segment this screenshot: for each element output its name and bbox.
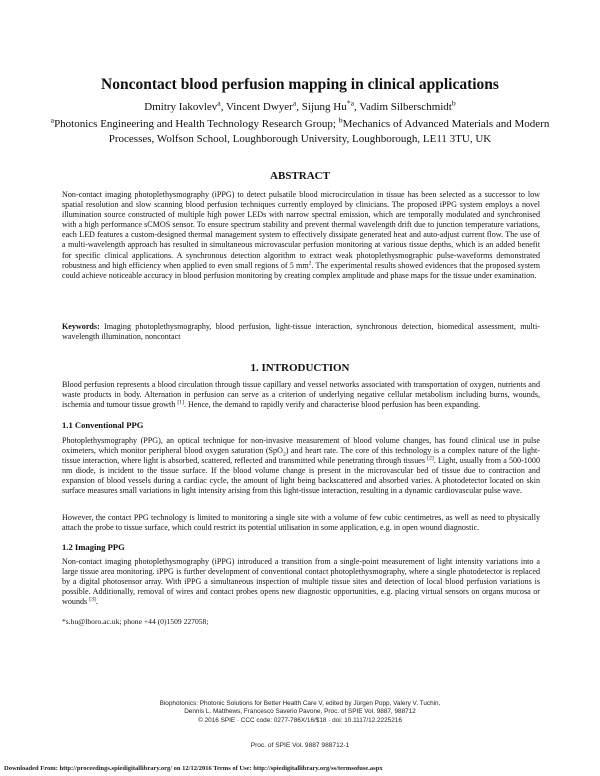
- abstract-text-end: . The experimental results showed evidences that the proposed system could achieve noticeable accuracy in blood perfusion monitoring by creating complex amplitude and phase maps for the tissue under examination.: [62, 260, 541, 280]
- author-text: , Vadim Silberschmidt: [353, 101, 452, 113]
- abstract-heading: ABSTRACT: [270, 170, 330, 182]
- intro-text: Blood perfusion represents a blood circulation through tissue capillary and vessel networks associated with transportation of oxygen, nutrients and waste products in body. Alternation in perfusion can serve as a criterion of underlying negative cellular metabolism including burns, wounds, ischemia and tumour tissue growth: [62, 380, 540, 410]
- keywords: [62, 322, 540, 342]
- ppg-paragraph-1: [62, 436, 540, 497]
- author-sup: a: [217, 98, 221, 108]
- ppg-text: ) and heart rate. The core of this technology is a complex nature of the light-tissue interaction, where light is absorbed, scattered, reflected and transmitted while penetrating through tissues: [62, 446, 540, 466]
- footnote: *s.hu@lboro.ac.uk; phone +44 (0)1509 227058;: [62, 617, 209, 626]
- section-heading-introduction: 1. INTRODUCTION: [250, 362, 350, 374]
- ppg-text: . Light, usually from a 500-1000 nm diode, is incident to the tissue surface. If the blood volume change is present in the microvascular bed of tissue due to contraction and expansion of blood vessels during a cardiac cycle, the amount of light being backscattered and absorbed varies. A photodetector located on skin surface measures small variations in light intensity arising from this light-tissue interaction, resulting in a dynamic cardiovascular pulse wave.: [62, 456, 540, 496]
- credit-line: Dennis L. Matthews, Francesco Saverio Pavone, Proc. of SPIE Vol. 9887, 988712: [184, 708, 416, 716]
- download-notice: Downloaded From: http://proceedings.spiedigitallibrary.org/ on 12/12/2016 Terms of Use: http://spiedigitallibrary.org/ss/termsofuse.aspx: [4, 765, 383, 772]
- ppg-text: Photoplethysmography (PPG), an optical technique for non-invasive measurement of blood volume changes, has found clinical use in pulse oximeters, which monitor peripheral blood oxygen saturation (SpO: [62, 436, 540, 456]
- author-sup: a: [292, 98, 297, 108]
- citation: [1]: [177, 399, 184, 406]
- intro-text-end: . Hence, the demand to rapidly verify and characterise blood perfusion has been expanding.: [183, 400, 481, 410]
- citation: [3]: [89, 596, 96, 603]
- ippg-paragraph: [62, 557, 540, 607]
- subsection-heading-conventional-ppg: 1.1 Conventional PPG: [62, 420, 144, 430]
- author-sup: *a: [346, 98, 354, 108]
- subsection-heading-imaging-ppg: 1.2 Imaging PPG: [62, 542, 125, 552]
- intro-paragraph: [62, 380, 540, 410]
- abstract-sup: 2: [308, 259, 312, 266]
- ppg-sub: 2: [282, 451, 286, 458]
- keywords-label: Keywords:: [62, 322, 100, 331]
- credit-line: © 2016 SPIE · CCC code: 0277-786X/16/$18 · doi: 10.1117/12.2225216: [198, 716, 402, 724]
- paper-title: Noncontact blood perfusion mapping in clinical applications: [101, 76, 499, 93]
- author-sup: b: [451, 98, 456, 108]
- ippg-text: Non-contact imaging photoplethysmography (iPPG) introduced a transition from a single-point measurement of light intensity variations into a large tissue area monitoring. iPPG is further development of conventional contact photoplethysmography, where a single photodetector is replaced by a digital photosensor array. With iPPG a simultaneous inspection of multiple tissue sites and detection of local blood perfusion variations is possible. Additionally, removal of wires and contact probes opens new diagnostic opportunities, e.g. placing virtual sensors on organs mucosa or wounds: [62, 557, 540, 607]
- page-number: Proc. of SPIE Vol. 9887 988712-1: [250, 742, 350, 749]
- author-text: , Sijung Hu: [296, 101, 347, 113]
- keywords-text: Imaging photoplethysmography, blood perfusion, light-tissue interaction, synchronous detection, biomedical assessment, multi-wavelength illumination, noncontact: [62, 322, 540, 342]
- citation: [2]: [427, 455, 434, 462]
- affiliations: [40, 117, 560, 147]
- publication-credit: [0, 700, 600, 725]
- author-text: Dmitry Iakovlev: [144, 101, 218, 113]
- abstract-body: [62, 190, 540, 281]
- ppg-paragraph-2: However, the contact PPG technology is limited to monitoring a single site with a volume of few cubic centimetres, as well as need to physically attach the probe to tissue surface, which could restrict its potential utilisation in some application, e.g. in open wound diagnostic.: [62, 513, 540, 533]
- author-text: , Vincent Dwyer: [220, 101, 293, 113]
- ippg-text-end: .: [95, 597, 98, 607]
- affil-sup: b: [338, 115, 343, 125]
- affil-a: Photonics Engineering and Health Technology Research Group;: [54, 118, 339, 130]
- author-list: [0, 98, 600, 113]
- abstract-text: Non-contact imaging photoplethysmography (iPPG) to detect pulsatile blood microcirculation in tissue has been selected as a successor to low spatial resolution and slow scanning blood perfusion techniques currently employed by clinicians. The proposed iPPG system employs a novel illumination source constructed of multiple high power LEDs with narrow spectral emission, which are temporally modulated and synchronised with a high performance sCMOS sensor. To ensure spectrum stability and prevent thermal wavelength drift due to junction temperature variations, each LED features a custom-designed thermal management system to effectively dissipate generated heat and auto-adjust current flow. The use of a multi-wavelength approach has resulted in simultaneous microvascular perfusion monitoring at various tissue depths, which is an added benefit for specific clinical applications. A synchronous detection algorithm to extract weak photoplethysmographic pulse-waveforms demonstrated robustness and high efficiency when applied to even small regions of 5 mm: [62, 190, 540, 270]
- affil-b: Mechanics of Advanced Materials and Modern Processes, Wolfson School, Loughborough University, Loughborough, LE11 3TU, UK: [108, 118, 550, 145]
- affil-sup: a: [50, 115, 55, 125]
- credit-line: Biophotonics: Photonic Solutions for Better Health Care V, edited by Jürgen Popp, Valery V. Tuchin,: [159, 700, 441, 707]
